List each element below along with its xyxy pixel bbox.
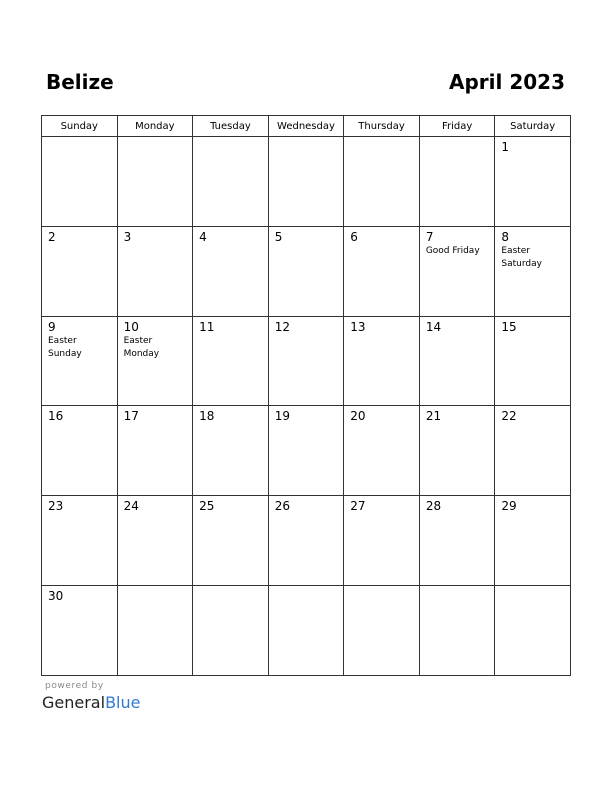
powered-by-label: powered by xyxy=(45,681,104,691)
day-cell-content xyxy=(420,317,495,406)
day-cell-content xyxy=(269,227,344,316)
day-number: 8 xyxy=(501,229,510,244)
day-cell-content xyxy=(118,406,193,495)
day-cell-content xyxy=(193,227,268,316)
day-cell-content xyxy=(42,227,117,316)
day-number: 27 xyxy=(350,499,366,514)
day-cell-content xyxy=(118,317,193,406)
day-number: 3 xyxy=(123,229,132,244)
day-cell xyxy=(117,137,193,227)
day-cell-content xyxy=(495,406,570,495)
day-cell-content xyxy=(118,496,193,585)
day-number: 9 xyxy=(48,319,56,334)
day-cell xyxy=(344,316,420,406)
day-number: 26 xyxy=(274,499,290,514)
day-number: 21 xyxy=(425,409,442,424)
day-cell xyxy=(344,226,420,316)
holiday-label: Easter Saturday xyxy=(501,245,542,269)
day-cell-content xyxy=(269,137,344,226)
day-cell xyxy=(495,496,571,586)
day-cell xyxy=(117,585,193,675)
day-cell xyxy=(42,137,118,227)
day-cell-content xyxy=(420,406,495,495)
day-cell xyxy=(419,406,495,496)
day-cell-content xyxy=(42,317,117,406)
day-number: 29 xyxy=(501,499,517,514)
weekday-saturday: Saturday xyxy=(495,116,571,137)
calendar-grid xyxy=(41,115,571,676)
day-cell-content xyxy=(118,227,193,316)
day-cell-content xyxy=(495,586,570,675)
holiday-label: Easter Sunday xyxy=(48,335,82,359)
day-number: 16 xyxy=(48,409,64,424)
day-cell-content xyxy=(420,586,495,675)
day-cell xyxy=(344,137,420,227)
day-cell xyxy=(268,585,344,675)
day-cell xyxy=(268,406,344,496)
logo-general-text: General xyxy=(42,693,106,712)
day-number: 23 xyxy=(48,499,64,514)
day-number: 5 xyxy=(274,229,283,244)
holiday-label: Good Friday xyxy=(425,245,480,256)
day-cell xyxy=(193,226,269,316)
day-number: 17 xyxy=(123,409,139,424)
day-number: 30 xyxy=(48,588,64,603)
weekday-tuesday: Tuesday xyxy=(193,116,269,137)
weekday-sunday: Sunday xyxy=(42,116,118,137)
day-number: 20 xyxy=(350,409,366,424)
day-number: 1 xyxy=(501,140,510,154)
weekday-monday: Monday xyxy=(117,116,193,137)
week-row xyxy=(42,496,571,586)
day-number: 28 xyxy=(425,499,442,514)
day-cell xyxy=(193,585,269,675)
day-cell-content xyxy=(193,496,268,585)
day-cell xyxy=(344,406,420,496)
day-cell-content xyxy=(269,496,344,585)
country-title: Belize xyxy=(46,70,114,94)
day-cell-content xyxy=(344,496,419,585)
day-cell xyxy=(495,226,571,316)
day-cell-content xyxy=(344,137,419,226)
day-cell xyxy=(268,496,344,586)
day-cell-content xyxy=(269,317,344,406)
weekday-thursday: Thursday xyxy=(344,116,420,137)
day-cell-content xyxy=(42,586,117,675)
week-row xyxy=(42,316,571,406)
day-cell-content xyxy=(118,586,193,675)
day-cell-content xyxy=(495,227,570,316)
logo-blue-text: Blue xyxy=(105,693,141,712)
day-cell-content xyxy=(344,406,419,495)
day-cell xyxy=(495,406,571,496)
day-cell xyxy=(193,496,269,586)
day-cell xyxy=(495,585,571,675)
day-number: 11 xyxy=(199,319,215,334)
day-cell xyxy=(117,226,193,316)
day-cell xyxy=(193,137,269,227)
day-cell-content xyxy=(269,406,344,495)
day-number: 6 xyxy=(350,229,358,244)
day-cell xyxy=(419,496,495,586)
day-cell xyxy=(495,316,571,406)
day-cell-content xyxy=(42,137,117,226)
week-row xyxy=(42,406,571,496)
day-cell xyxy=(42,496,118,586)
day-cell xyxy=(268,316,344,406)
day-cell xyxy=(344,585,420,675)
day-cell xyxy=(344,496,420,586)
day-cell-content xyxy=(420,496,495,585)
day-cell-content xyxy=(42,496,117,585)
day-cell-content xyxy=(344,317,419,406)
day-cell xyxy=(42,406,118,496)
day-number: 2 xyxy=(48,229,56,244)
weekday-friday: Friday xyxy=(419,116,495,137)
day-number: 25 xyxy=(199,499,215,514)
day-cell xyxy=(42,226,118,316)
day-cell xyxy=(117,316,193,406)
day-cell-content xyxy=(118,137,193,226)
day-cell xyxy=(268,137,344,227)
day-cell xyxy=(419,585,495,675)
day-cell-content xyxy=(269,586,344,675)
day-cell xyxy=(117,406,193,496)
day-cell xyxy=(42,585,118,675)
day-cell-content xyxy=(495,496,570,585)
day-cell xyxy=(495,137,571,227)
day-cell xyxy=(117,496,193,586)
day-number: 4 xyxy=(199,229,207,244)
day-cell-content xyxy=(420,227,495,316)
day-number: 12 xyxy=(274,319,290,334)
day-cell xyxy=(419,316,495,406)
day-number: 7 xyxy=(425,229,434,244)
holiday-label: Easter Monday xyxy=(123,335,160,359)
day-number: 18 xyxy=(199,409,215,424)
day-cell xyxy=(268,226,344,316)
day-cell-content xyxy=(420,137,495,226)
brand-footer xyxy=(42,681,140,712)
day-number: 19 xyxy=(274,409,290,424)
day-number: 13 xyxy=(350,319,366,334)
day-number: 22 xyxy=(501,409,517,424)
day-cell-content xyxy=(495,137,570,226)
weekday-header-row xyxy=(42,116,571,137)
day-cell-content xyxy=(42,406,117,495)
day-cell-content xyxy=(495,317,570,406)
day-number: 10 xyxy=(123,319,139,334)
day-number: 14 xyxy=(425,319,442,334)
day-cell-content xyxy=(344,227,419,316)
day-cell-content xyxy=(344,586,419,675)
day-cell-content xyxy=(193,317,268,406)
week-row xyxy=(42,226,571,316)
day-cell xyxy=(193,406,269,496)
day-cell xyxy=(419,226,495,316)
day-cell-content xyxy=(193,406,268,495)
week-row xyxy=(42,137,571,227)
day-cell-content xyxy=(193,586,268,675)
day-cell-content xyxy=(193,137,268,226)
calendar-header xyxy=(46,70,565,100)
day-cell xyxy=(419,137,495,227)
day-number: 15 xyxy=(501,319,517,334)
generalblue-logo[interactable] xyxy=(42,693,140,712)
day-cell xyxy=(193,316,269,406)
day-number: 24 xyxy=(123,499,139,514)
day-cell xyxy=(42,316,118,406)
weekday-wednesday: Wednesday xyxy=(268,116,344,137)
week-row xyxy=(42,585,571,675)
month-title: April 2023 xyxy=(449,70,565,94)
